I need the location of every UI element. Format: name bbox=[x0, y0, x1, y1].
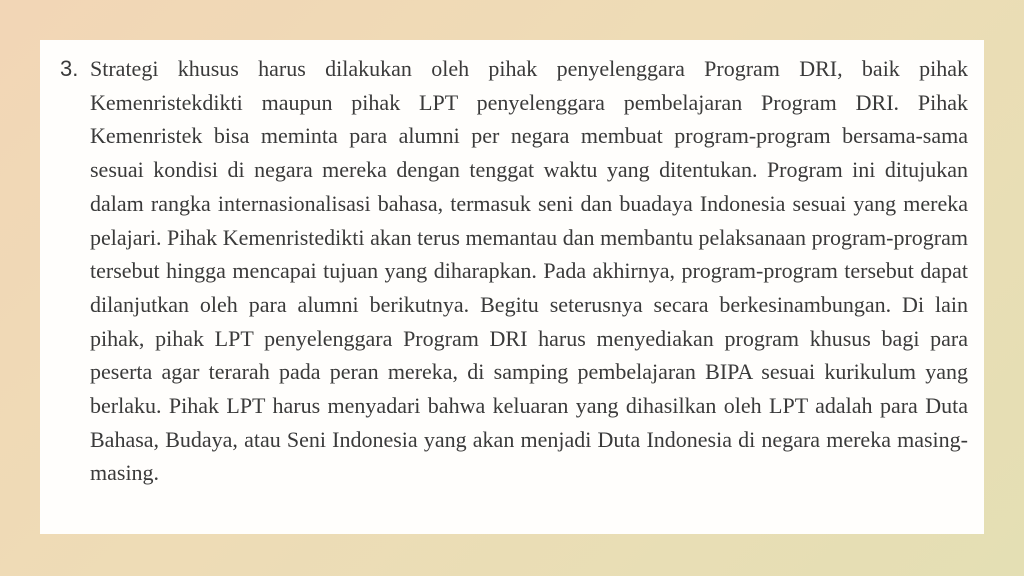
item-number: 3. bbox=[60, 56, 79, 81]
item-paragraph: Strategi khusus harus dilakukan oleh pihak penyelenggara Program DRI, baik pihak Kemenristekdikti maupun pihak LPT penyelenggara pembelajaran Program DRI. Pihak Kemenristek bisa meminta para alumni per negara membuat program-program bersama-sama sesuai kondisi di negara mereka dengan tenggat waktu yang ditentukan. Program ini ditujukan dalam rangka internasionalisasi bahasa, termasuk seni dan buadaya Indonesia sesuai yang mereka pelajari. Pihak Kemenristedikti akan terus memantau dan membantu pelaksanaan program-program tersebut hingga mencapai tujuan yang diharapkan. Pada akhirnya, program-program tersebut dapat dilanjutkan oleh para alumni berikutnya. Begitu seterusnya secara berkesinambungan. Di lain pihak, pihak LPT penyelenggara Program DRI harus menyediakan program khusus bagi para peserta agar terarah pada peran mereka, di samping pembelajaran BIPA sesuai kurikulum yang berlaku. Pihak LPT harus menyadari bahwa keluaran yang dihasilkan oleh LPT adalah para Duta Bahasa, Budaya, atau Seni Indonesia yang akan menjadi Duta Indonesia di negara mereka masing-masing. bbox=[90, 56, 968, 486]
numbered-item bbox=[60, 52, 968, 490]
content-card bbox=[40, 40, 984, 534]
